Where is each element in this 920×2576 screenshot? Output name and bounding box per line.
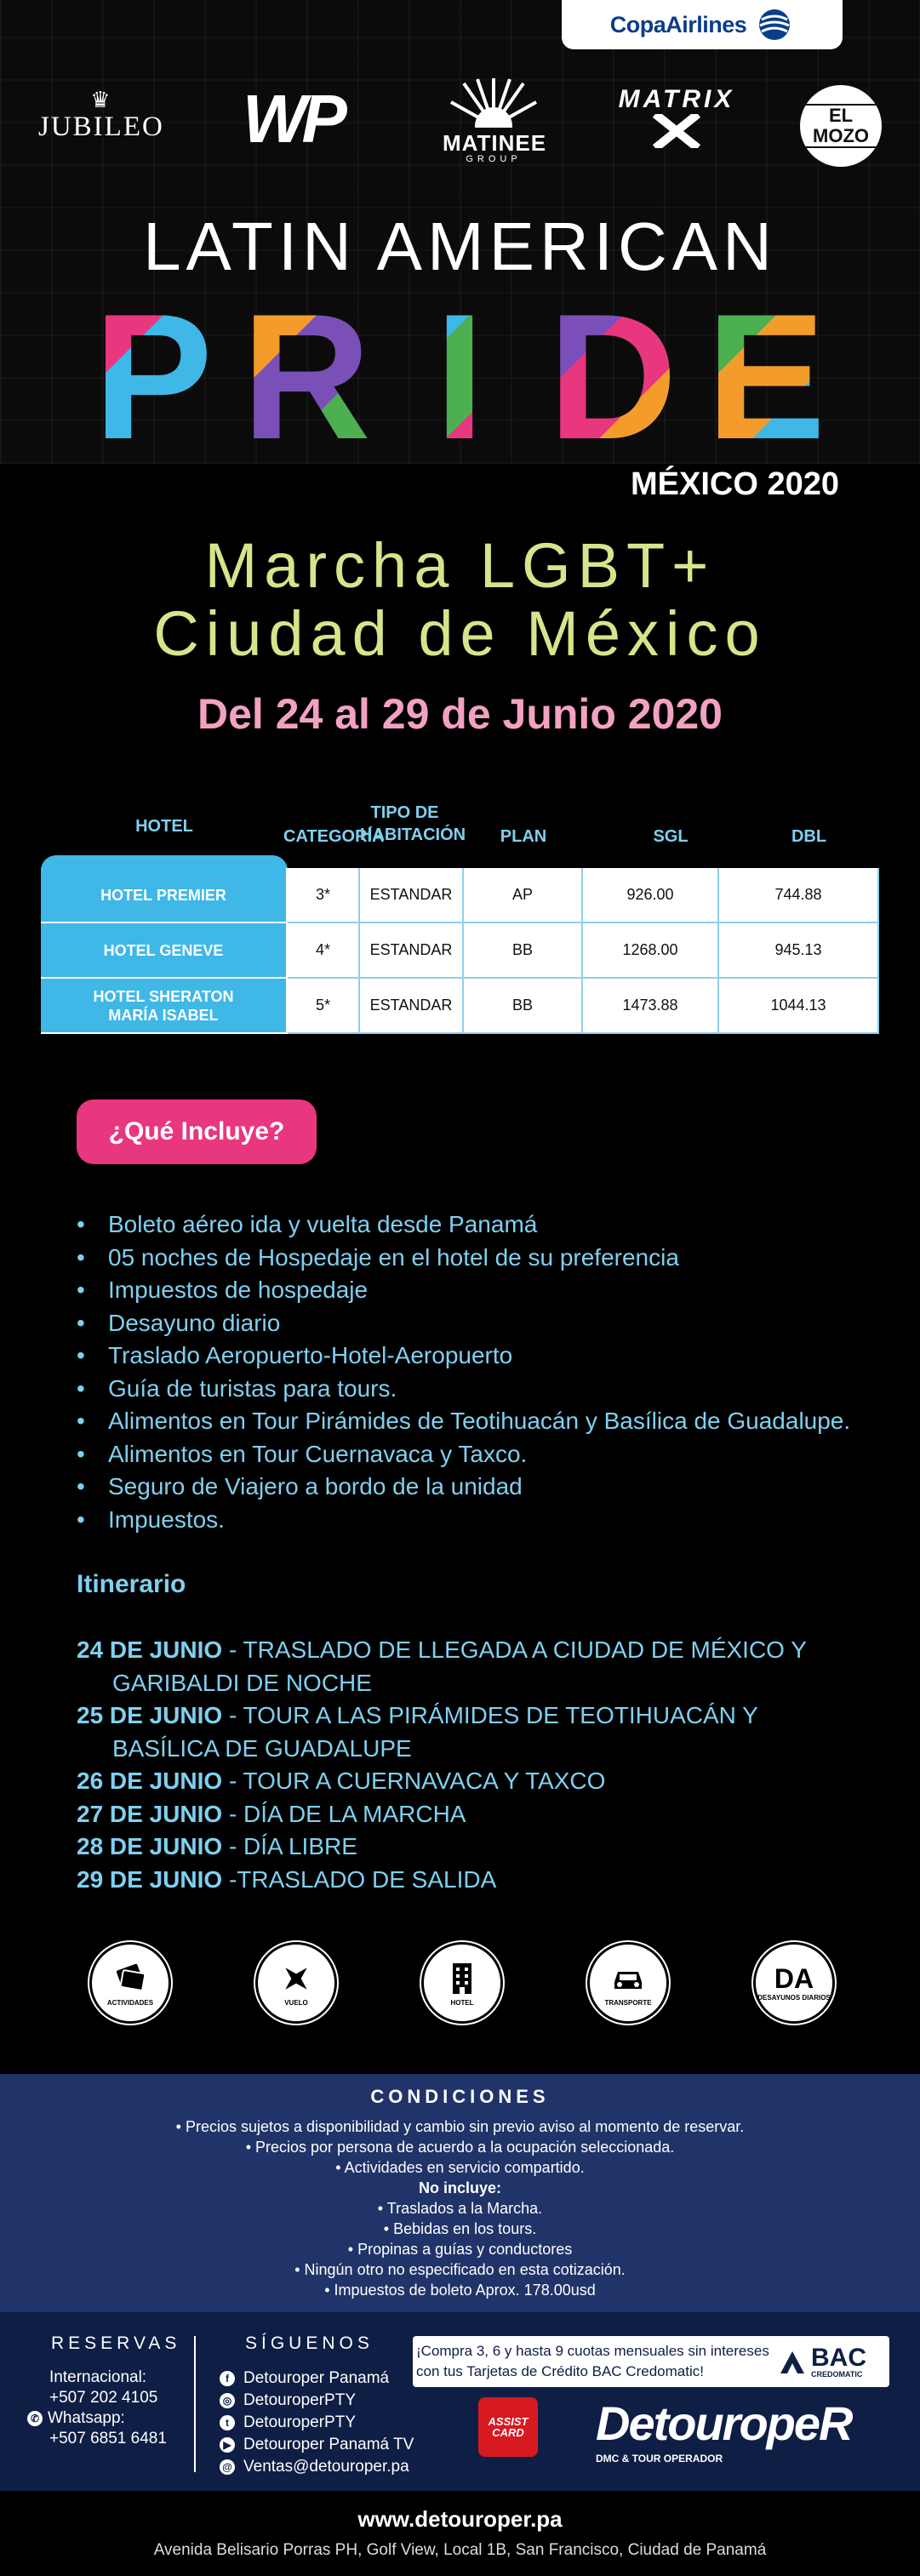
- hotel-name: HOTEL GENEVE: [103, 941, 224, 959]
- itinerary-text: - TRASLADO DE LLEGADA A CIUDAD DE MÉXICO Y: [222, 1636, 807, 1663]
- breakfast-label: DESAYUNOS DIARIOS: [757, 1993, 831, 2002]
- whatsapp-row: [27, 2408, 167, 2429]
- cell-categoria: 4*: [288, 923, 360, 979]
- no-incluye-title: No incluye:: [418, 2179, 501, 2196]
- matrix-x-icon: [609, 114, 745, 148]
- itinerary-text: - DÍA DE LA MARCHA: [222, 1800, 466, 1827]
- itinerary-text-cont: GARIBALDI DE NOCHE: [112, 1669, 372, 1696]
- activities-icon: [89, 1942, 171, 2024]
- internacional-label: Internacional:: [49, 2368, 147, 2386]
- pride-wordmark: [85, 294, 834, 460]
- reservas-title: RESERVAS: [51, 2333, 181, 2353]
- social-label: Detouroper Panamá TV: [243, 2436, 414, 2453]
- whatsapp-label: Whatsapp:: [48, 2409, 125, 2427]
- social-item[interactable]: [220, 2434, 414, 2456]
- matinee-name: MATINEE: [443, 130, 547, 156]
- itinerary-text: -TRASLADO DE SALIDA: [222, 1865, 497, 1893]
- cell-categoria: 3*: [288, 868, 360, 923]
- detouroper-tagline: DMC & TOUR OPERADOR: [596, 2453, 723, 2465]
- jubileo-logo: [38, 89, 164, 143]
- que-incluye-button[interactable]: ¿Qué Incluye?: [77, 1100, 317, 1164]
- hero-banner: [0, 0, 920, 464]
- wp-name: WP: [243, 81, 342, 157]
- header-tipo: [360, 802, 466, 846]
- itinerary-day: [77, 1864, 843, 1897]
- condition-line: • Precios sujetos a disponibilidad y cambio sin previo aviso al momento de reservar.: [175, 2118, 745, 2135]
- page-title: [0, 532, 920, 668]
- pride-letter: R: [238, 294, 374, 460]
- itinerary-text: - TOUR A LAS PIRÁMIDES DE TEOTIHUACÁN Y: [222, 1702, 758, 1728]
- internacional-phone[interactable]: +507 202 4105: [49, 2389, 158, 2407]
- social-item[interactable]: [220, 2390, 414, 2412]
- itinerary-day: [77, 1765, 843, 1798]
- condition-line: • Ningún otro no especificado en esta cotización.: [294, 2261, 626, 2278]
- el-mozo-name: EL MOZO: [800, 104, 882, 148]
- hotel-name: HOTEL SHERATON: [93, 987, 234, 1005]
- bac-promo-text: ¡Compra 3, 6 y hasta 9 cuotas mensuales sin intereses con tus Tarjetas de Crédito BAC Credomatic!: [416, 2343, 769, 2379]
- cell-sgl: 1473.88: [583, 979, 719, 1034]
- twitter-icon: t: [220, 2415, 235, 2430]
- email-icon: @: [220, 2459, 235, 2475]
- itinerary-text: - TOUR A CUERNAVACA Y TAXCO: [222, 1768, 606, 1794]
- social-item[interactable]: [220, 2368, 414, 2390]
- matinee-logo: [443, 77, 545, 164]
- condition-line: • Propinas a guías y conductores: [347, 2241, 573, 2258]
- sun-icon: [447, 77, 540, 128]
- social-item[interactable]: [220, 2412, 414, 2434]
- car-label: TRANSPORTE: [604, 1998, 652, 2007]
- bac-mark-icon: [779, 2350, 806, 2375]
- condition-line: • Precios por persona de acuerdo a la ocupación seleccionada.: [245, 2139, 675, 2156]
- header-tipo-line1: TIPO DE: [370, 803, 439, 822]
- whatsapp-phone[interactable]: +507 6851 6481: [49, 2430, 167, 2447]
- conditions-section: [0, 2074, 920, 2312]
- cell-dbl: 1044.13: [719, 979, 879, 1034]
- social-label: DetouroperPTY: [243, 2413, 357, 2431]
- matrix-logo: [609, 85, 745, 152]
- website-bar: [0, 2491, 920, 2576]
- bac-logo-name: BAC: [811, 2344, 866, 2372]
- cell-plan: BB: [464, 923, 583, 979]
- pride-letter: E: [698, 294, 834, 460]
- includes-list: [77, 1208, 850, 1536]
- cell-hotel: [41, 868, 288, 923]
- include-item: • Alimentos en Tour Cuernavaca y Taxco.: [77, 1438, 850, 1471]
- page-title-line2: Ciudad de México: [153, 598, 767, 669]
- table-row: [41, 923, 879, 979]
- itinerary-day: [77, 1831, 843, 1864]
- page-title-line1: Marcha LGBT+: [204, 530, 716, 601]
- crown-icon: ♛: [90, 88, 112, 112]
- bac-logo-sub: CREDOMATIC: [811, 2370, 863, 2379]
- include-item: • Traslado Aeropuerto-Hotel-Aeropuerto: [77, 1339, 850, 1373]
- cell-categoria: 5*: [288, 979, 360, 1034]
- cell-dbl: 945.13: [719, 923, 879, 979]
- pride-letter: P: [85, 294, 221, 460]
- condition-line: • Impuestos de boleto Aprox. 178.00usd: [324, 2282, 596, 2299]
- website-link[interactable]: www.detouroper.pa: [357, 2506, 563, 2532]
- itinerary-date: 26 DE JUNIO: [77, 1768, 223, 1794]
- header-plan: PLAN: [500, 827, 547, 846]
- cell-sgl: 1268.00: [583, 923, 719, 979]
- itinerary-date: 29 DE JUNIO: [77, 1865, 223, 1893]
- hotel-name-line2: MARÍA ISABEL: [108, 1006, 219, 1024]
- plane-icon: [255, 1942, 337, 2024]
- siguenos-title: SÍGUENOS: [245, 2333, 374, 2353]
- table-row: [41, 979, 879, 1034]
- cell-sgl: 926.00: [583, 868, 719, 923]
- header-tipo-line2: HABITACIÓN: [360, 825, 466, 844]
- include-item: • Impuestos de hospedaje: [77, 1274, 850, 1307]
- instagram-icon: ◎: [220, 2393, 235, 2408]
- condition-line: • Bebidas en los tours.: [383, 2220, 537, 2237]
- itinerary-date: 24 DE JUNIO: [77, 1636, 223, 1663]
- event-dates: Del 24 al 29 de Junio 2020: [197, 690, 723, 738]
- include-item: • 05 noches de Hospedaje en el hotel de su preferencia: [77, 1242, 850, 1275]
- detouroper-logo: DetouropeR: [596, 2396, 852, 2450]
- itinerary-title: Itinerario: [77, 1570, 186, 1598]
- condition-line: • Actividades en servicio compartido.: [335, 2159, 585, 2176]
- activities-label: ACTIVIDADES: [106, 1998, 154, 2007]
- table-header: [41, 798, 879, 849]
- conditions-title: CONDICIONES: [370, 2086, 550, 2107]
- itinerary-text: - DÍA LIBRE: [222, 1833, 357, 1859]
- itinerary-text-cont: BASÍLICA DE GUADALUPE: [112, 1734, 412, 1762]
- header-sgl: SGL: [653, 827, 689, 846]
- itinerary-day: [77, 1634, 843, 1667]
- wp-logo: [243, 81, 342, 157]
- include-item: • Desayuno diario: [77, 1307, 850, 1340]
- include-item: • Seguro de Viajero a bordo de la unidad: [77, 1471, 850, 1504]
- footer: [0, 2312, 920, 2491]
- cell-tipo: ESTANDAR: [360, 868, 464, 923]
- bac-promo-box: [413, 2336, 889, 2387]
- social-label: Ventas@detouroper.pa: [243, 2458, 409, 2476]
- bac-logo: [779, 2345, 885, 2380]
- social-label: DetouroperPTY: [243, 2391, 357, 2409]
- cell-hotel: [41, 923, 288, 979]
- copa-airlines-name: CopaAirlines: [609, 11, 747, 37]
- services-icons: [89, 1942, 838, 2023]
- address: Avenida Belisario Porras PH, Golf View, Local 1B, San Francisco, Ciudad de Panamá: [153, 2541, 767, 2559]
- include-item: • Alimentos en Tour Pirámides de Teotihuacán y Basílica de Guadalupe.: [77, 1405, 850, 1438]
- social-item[interactable]: [220, 2456, 414, 2478]
- condition-line: • Traslados a la Marcha.: [377, 2200, 543, 2217]
- include-item: • Guía de turistas para tours.: [77, 1373, 850, 1406]
- social-label: Detouroper Panamá: [243, 2369, 390, 2387]
- jubileo-name: JUBILEO: [38, 111, 164, 142]
- pride-letter: D: [545, 294, 681, 460]
- el-mozo-logo: [800, 85, 882, 167]
- hotel-name: HOTEL PREMIER: [100, 886, 226, 904]
- breakfast-glyph: DA: [774, 1962, 814, 1994]
- hero-title-line1: LATIN AMERICAN: [143, 208, 777, 284]
- matrix-name: MATRIX: [618, 85, 735, 113]
- copa-globe-icon: [755, 8, 794, 42]
- car-icon: [587, 1942, 669, 2024]
- facebook-icon: f: [220, 2371, 235, 2386]
- reservas-info: [30, 2368, 167, 2449]
- cell-plan: BB: [464, 979, 583, 1034]
- hotel-label: HOTEL: [450, 1998, 474, 2007]
- plane-label: VUELO: [284, 1998, 308, 2007]
- matinee-sub: GROUP: [466, 154, 522, 164]
- cell-hotel: [41, 979, 288, 1034]
- include-item: • Impuestos.: [77, 1504, 850, 1537]
- itinerary-date: 25 DE JUNIO: [77, 1702, 223, 1728]
- assist-card-logo: ASSIST CARD: [478, 2397, 538, 2457]
- breakfast-icon: [753, 1942, 835, 2024]
- itinerary-date: 27 DE JUNIO: [77, 1800, 223, 1827]
- header-categoria: CATEGORÍA: [283, 827, 385, 846]
- header-dbl: DBL: [791, 827, 827, 846]
- itinerary-day: [77, 1699, 843, 1733]
- hotel-icon: [421, 1942, 503, 2024]
- cell-dbl: 744.88: [719, 868, 879, 923]
- table-row: [41, 868, 879, 923]
- include-item: • Boleto aéreo ida y vuelta desde Panamá: [77, 1208, 850, 1242]
- footer-divider: [194, 2336, 196, 2472]
- conditions-lines: [0, 2116, 920, 2300]
- cell-tipo: ESTANDAR: [360, 979, 464, 1034]
- pride-letter: I: [391, 294, 528, 460]
- itinerary-day: [77, 1798, 843, 1831]
- copa-airlines-logo: [562, 0, 843, 49]
- header-hotel: HOTEL: [135, 817, 193, 836]
- social-list: [220, 2368, 414, 2478]
- cell-plan: AP: [464, 868, 583, 923]
- itinerary-list: [77, 1634, 843, 1896]
- itinerary-date: 28 DE JUNIO: [77, 1833, 223, 1859]
- cell-tipo: ESTANDAR: [360, 923, 464, 979]
- edition-label: MÉXICO 2020: [631, 466, 839, 502]
- youtube-icon: ▶: [220, 2437, 235, 2453]
- whatsapp-icon: ✆: [27, 2411, 43, 2426]
